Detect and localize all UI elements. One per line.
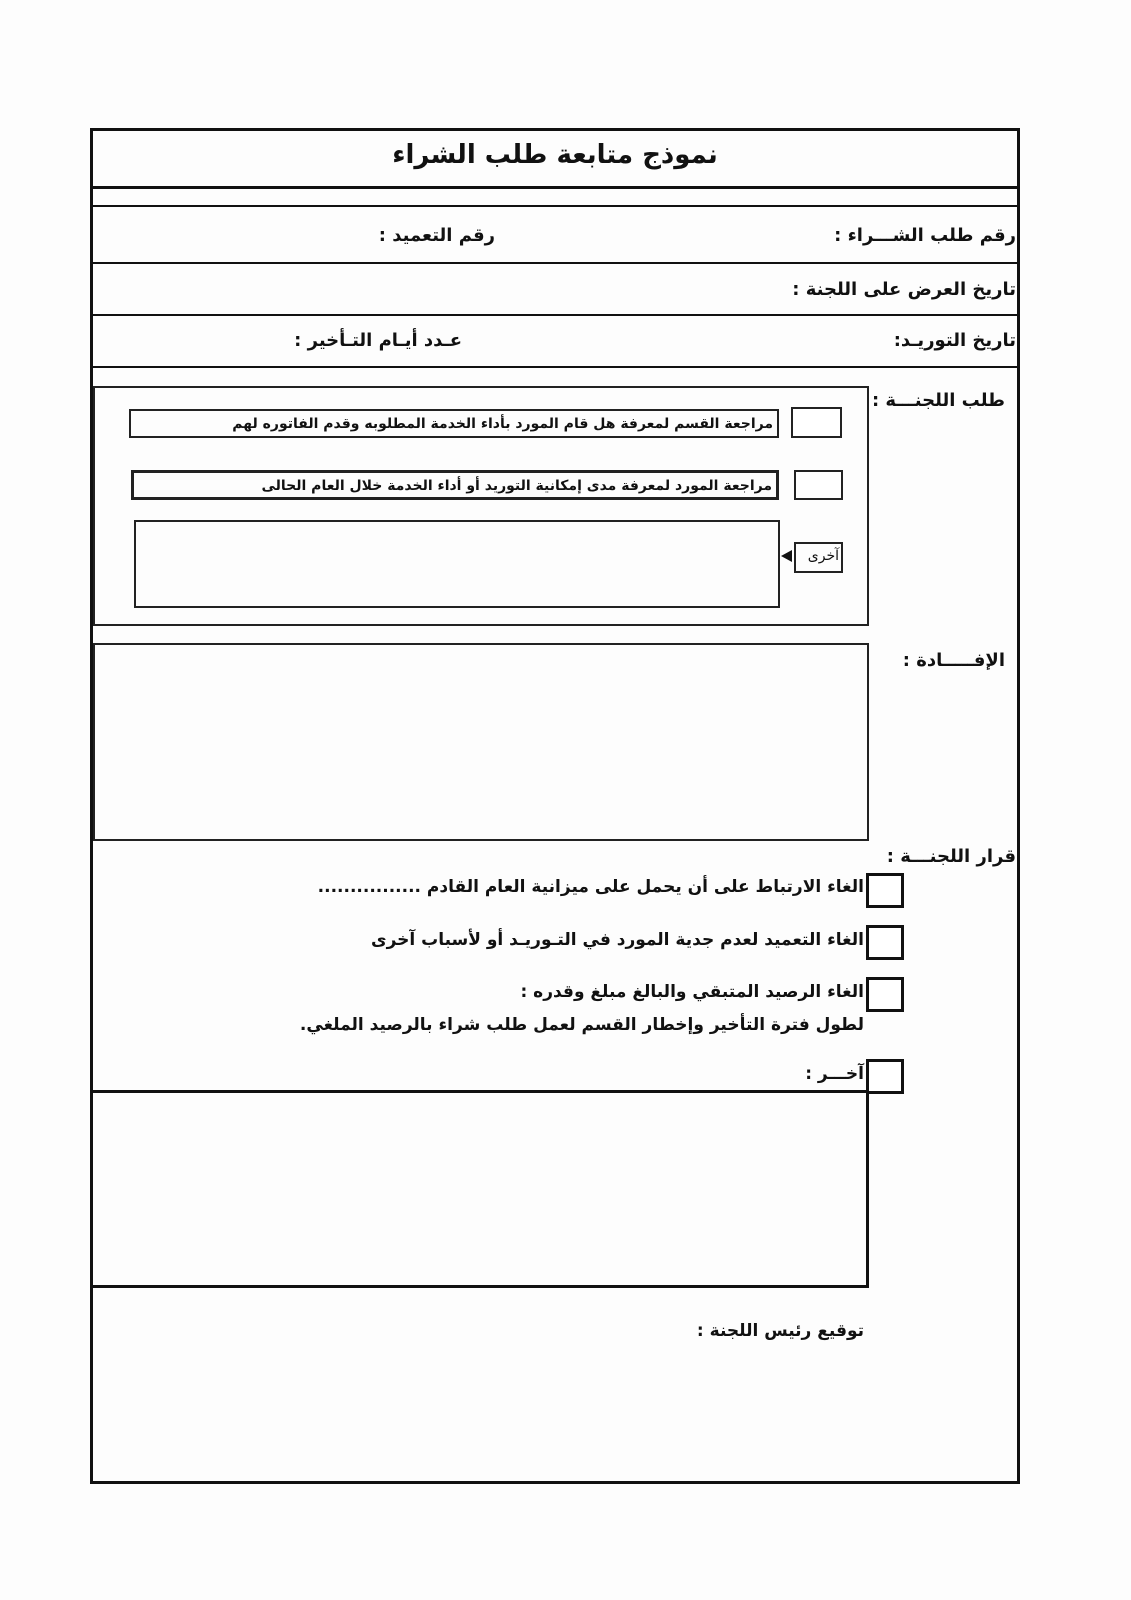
circular-no-label: رقم التعميد : [378,225,495,246]
request-option-2-checkbox[interactable] [794,470,843,500]
decision-option-3-continuation: لطول فترة التأخير وإخطار القسم لعمل طلب شراء بالرصيد الملغي. [299,1015,864,1035]
response-label: الإفـــــادة : [902,650,1005,671]
divider [93,262,1017,264]
divider [93,366,1017,368]
form-title: نموذج متابعة طلب الشراء [392,140,718,170]
decision-option-2-checkbox[interactable] [866,925,904,960]
arrow-left-icon [781,550,792,562]
decision-other-label: آخـــر : [805,1064,864,1084]
decision-option-3-checkbox[interactable] [866,977,904,1012]
delay-days-label: عـدد أيـام التـأخير : [294,330,462,351]
request-option-1-checkbox[interactable] [791,407,842,438]
request-other-input[interactable] [134,520,780,608]
divider [93,314,1017,316]
decision-other-checkbox[interactable] [866,1059,904,1094]
decision-option-1-checkbox[interactable] [866,873,904,908]
divider [93,186,1017,189]
committee-head-signature-label: توقيع رئيس اللجنة : [696,1321,864,1341]
committee-decision-label: قرار اللجنـــة : [886,846,1016,867]
decision-option-3-label: الغاء الرصيد المتبقي والبالغ مبلغ وقدره : [520,982,864,1002]
request-option-2-label: مراجعة المورد لمعرفة مدى إمكانية التوريد أو أداء الخدمة خلال العام الحالى [131,470,779,500]
divider [93,205,1017,207]
committee-request-label: طلب اللجنـــة : [871,390,1005,411]
purchase-request-no-label: رقم طلب الشـــراء : [834,225,1016,246]
committee-date-label: تاريخ العرض على اللجنة : [792,279,1016,300]
decision-other-input[interactable] [93,1090,869,1288]
request-option-1-label: مراجعة القسم لمعرفة هل قام المورد بأداء الخدمة المطلوبه وقدم الفاتوره لهم [129,409,779,438]
request-other-label: آخرى [794,542,843,573]
decision-option-2-label: الغاء التعميد لعدم جدية المورد في التـوريـد أو لأسباب آخرى [370,930,864,950]
decision-option-1-label: الغاء الارتباط على أن يحمل على ميزانية العام القادم ................ [317,877,864,897]
response-input[interactable] [93,643,869,841]
supply-date-label: تاريخ التوريـد: [893,330,1016,351]
